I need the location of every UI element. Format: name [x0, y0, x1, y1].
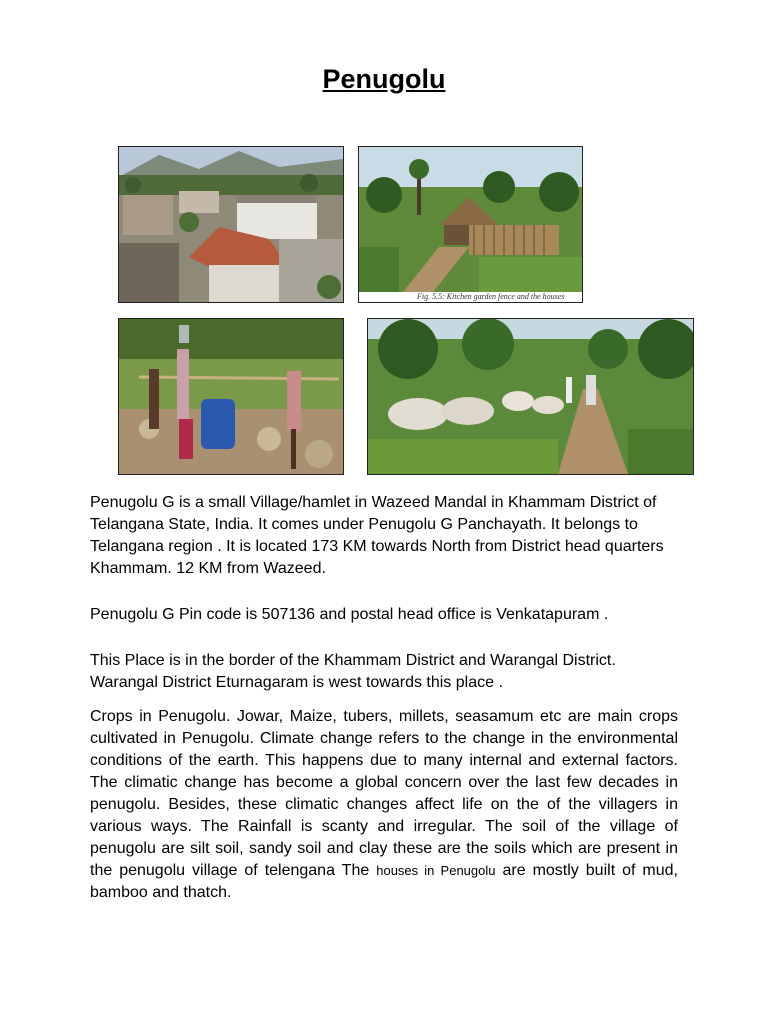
- page-title: Penugolu: [322, 64, 446, 94]
- pincode-paragraph: Penugolu G Pin code is 507136 and postal head office is Venkatapuram .: [90, 606, 609, 623]
- photo-caption: Fig. 5.5: Kitchen garden fence and the houses: [359, 292, 582, 302]
- cattle-path-photo: [367, 318, 694, 475]
- crops-text-end: are mostly built of mud, bamboo and thatch.: [90, 862, 679, 901]
- houses-inline-text: houses in Penugolu: [376, 863, 496, 878]
- village-rooftops-photo: [118, 146, 344, 303]
- border-paragraph: This Place is in the border of the Khammam District and Warangal District. Warangal District Eturnagaram is west towards this place .: [90, 652, 616, 691]
- crops-paragraph: [90, 706, 678, 904]
- water-carrying-photo: [118, 318, 344, 475]
- intro-paragraph: Penugolu G is a small Village/hamlet in Wazeed Mandal in Khammam District of Telangana State, India. It comes under Penugolu G Panchayath. It belongs to Telangana region . It is located 173 KM towards North from District head quarters Khammam. 12 KM from Wazeed.: [90, 494, 664, 577]
- crops-text: Crops in Penugolu. Jowar, Maize, tubers, millets, seasamum etc are main crops cultivated in Penugolu. Climate change refers to the change in the environmental conditions of the earth. This happens due to many internal and external factors. The climatic change has become a global concern over the last few decades in penugolu. Besides, these climatic changes affect life on the of the villagers in various ways. The Rainfall is scanty and irregular. The soil of the village of penugolu are silt soil, sandy soil and clay these are the soils which are present in the penugolu village of telengana The: [90, 708, 678, 879]
- kitchen-garden-photo: [358, 146, 583, 303]
